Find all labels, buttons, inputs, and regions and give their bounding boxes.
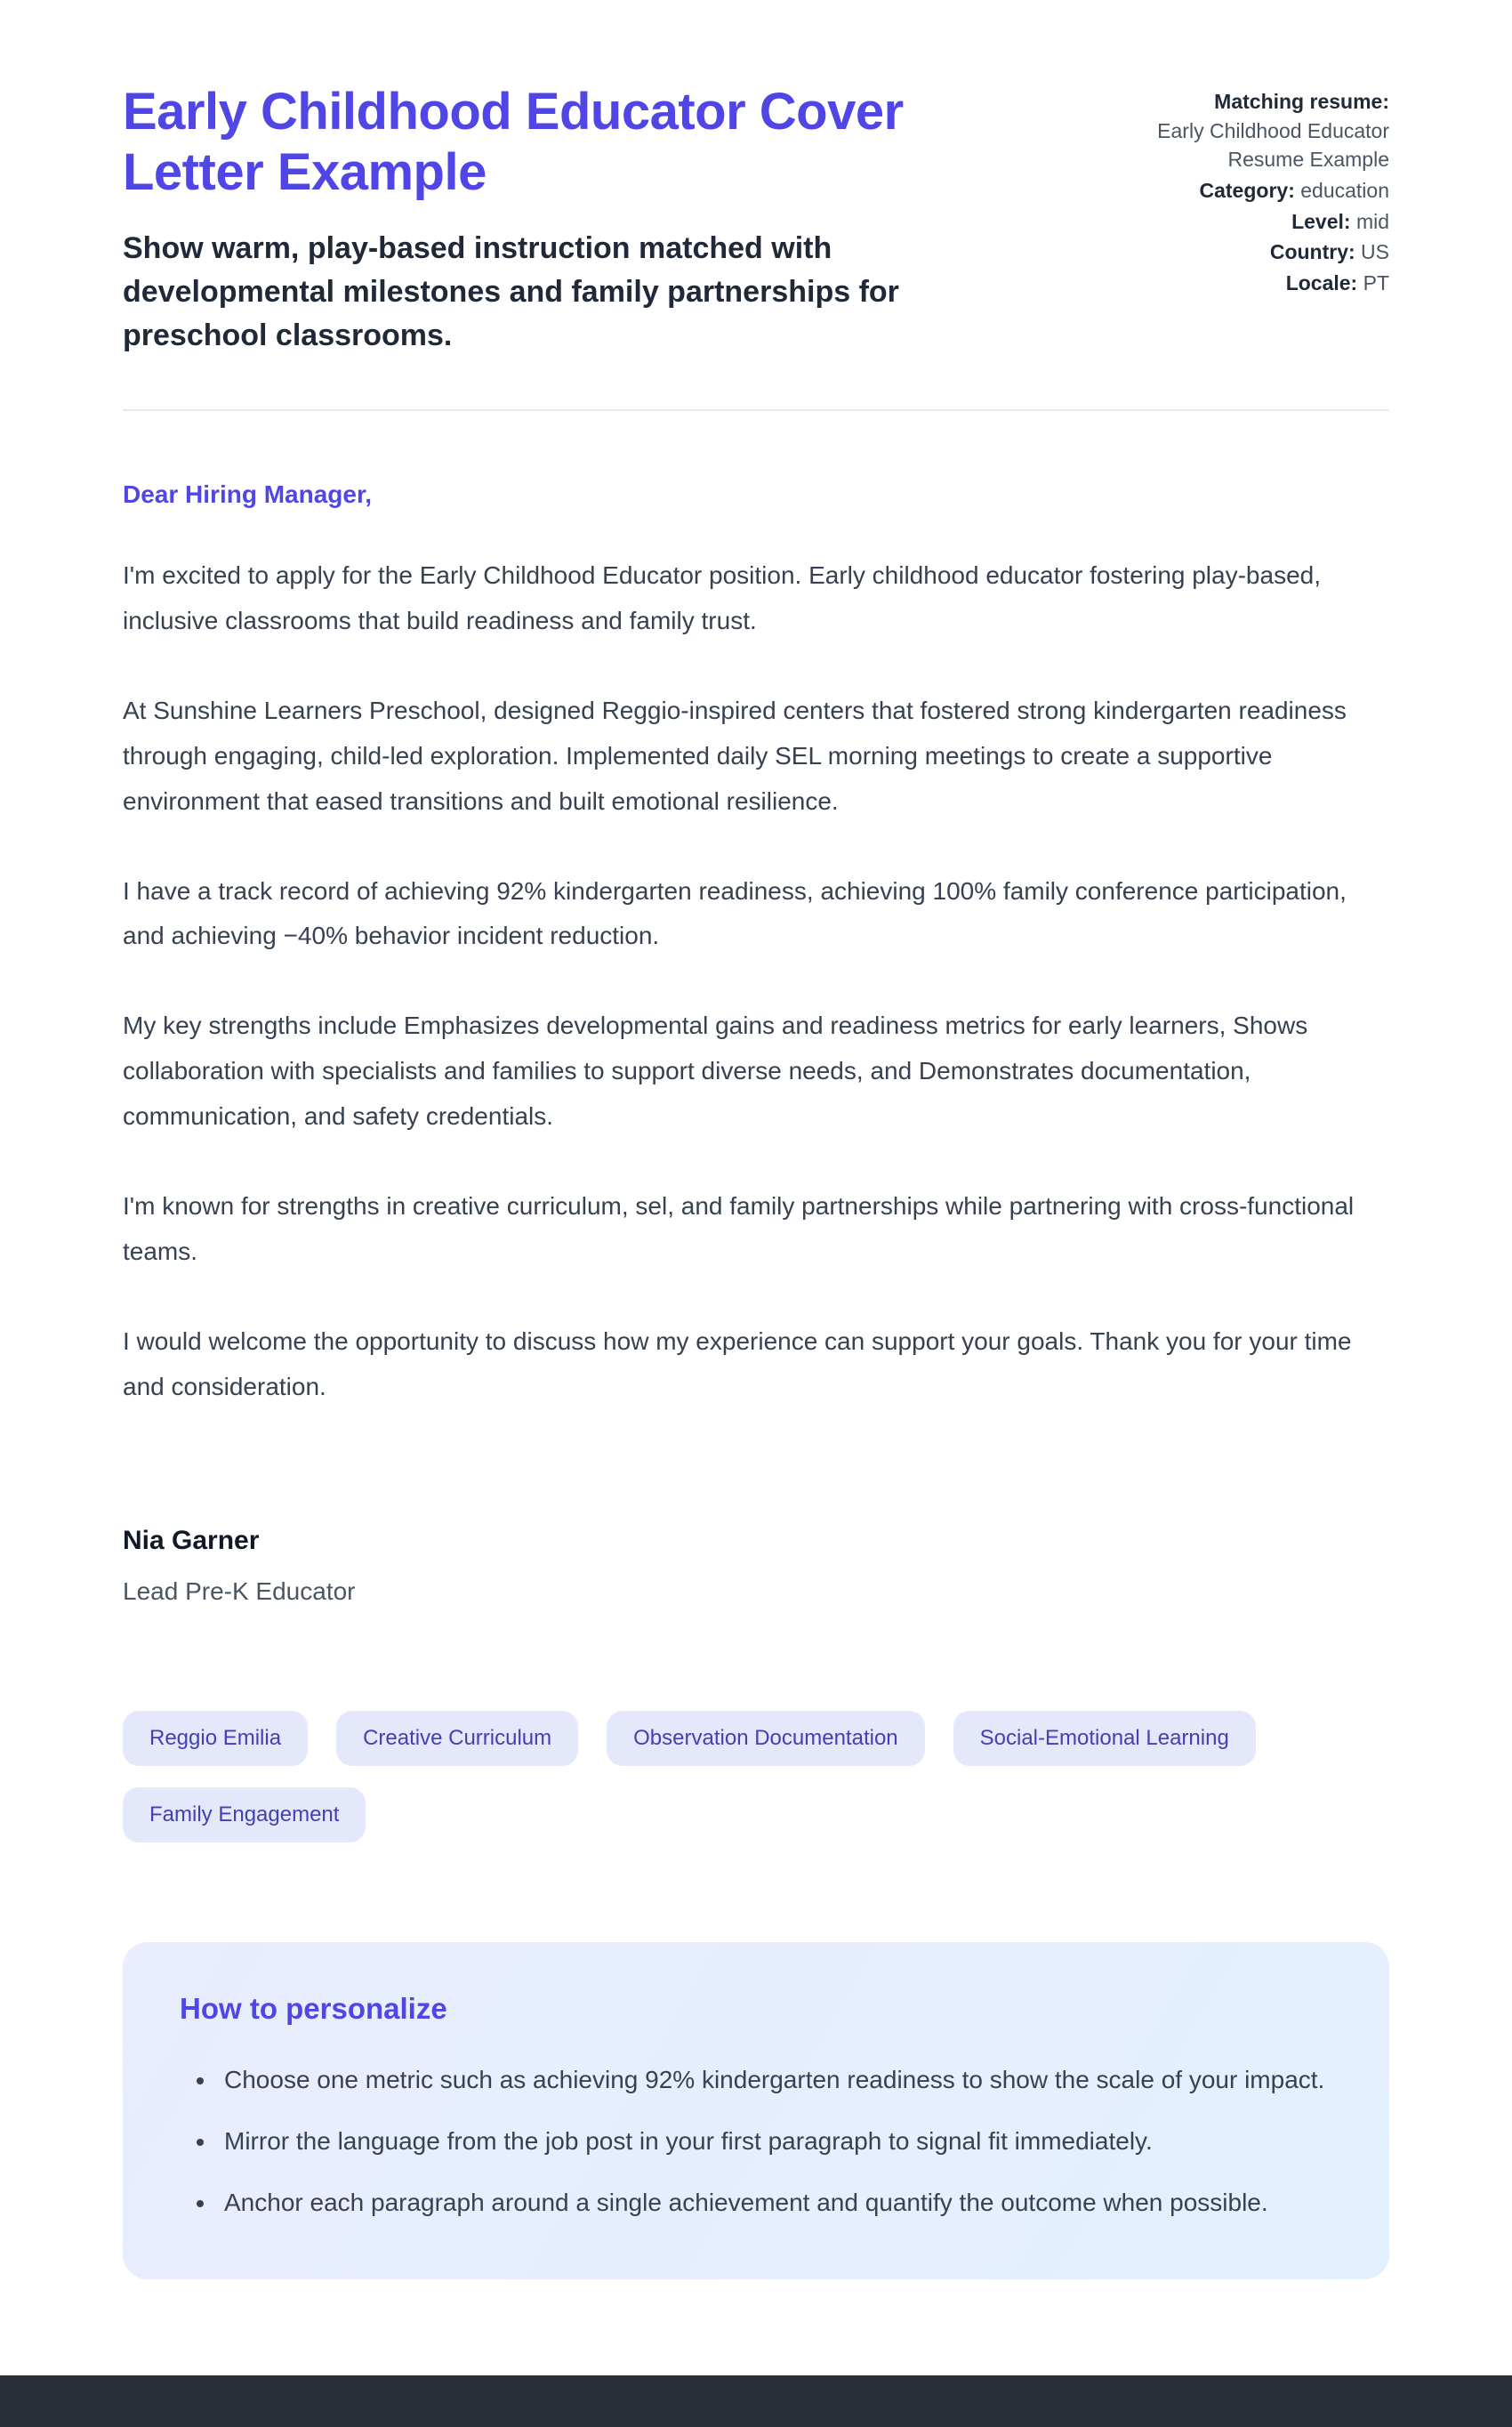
meta-level-value: mid (1355, 209, 1389, 233)
tag-chip[interactable]: Observation Documentation (607, 1711, 925, 1766)
personalize-bullet: • Anchor each paragraph around a single achievement and quantify the outcome when possible. (217, 2181, 1332, 2224)
meta-category-label: Category: (1199, 178, 1295, 202)
meta-locale-value: PT (1363, 270, 1389, 294)
meta-row-country (1096, 238, 1389, 267)
meta-row-level (1096, 207, 1389, 237)
meta-row-category (1096, 176, 1389, 206)
skill-tags (123, 1711, 1389, 1842)
tag-chip[interactable]: Social-Emotional Learning (953, 1711, 1256, 1766)
signature-name: Nia Garner (123, 1526, 260, 1556)
meta-category-value: education (1300, 178, 1389, 202)
header-title-block (123, 82, 1039, 358)
personalize-tips-box (123, 1942, 1389, 2279)
personalize-list (164, 2058, 1332, 2224)
meta-level-label: Level: (1291, 209, 1351, 233)
personalize-title: How to personalize (180, 1992, 447, 2026)
resume-meta-panel (1096, 82, 1389, 300)
personalize-bullet: • Mirror the language from the job post in your first paragraph to signal fit immediately. (217, 2119, 1332, 2163)
page-title: Early Childhood Educator Cover Letter Example (123, 83, 904, 202)
matching-resume-row (1096, 87, 1389, 174)
content-container (123, 0, 1389, 2375)
letter-paragraph: I'm excited to apply for the Early Childhood Educator position. Early childhood educator fostering play-based, inclusive classrooms that build readiness and family trust. (123, 560, 1321, 634)
letter-paragraph: I would welcome the opportunity to discuss how my experience can support your goals. Thank you for your time and consideration. (123, 1327, 1352, 1401)
tag-chip[interactable]: Reggio Emilia (123, 1711, 308, 1766)
personalize-bullet: • Choose one metric such as achieving 92% kindergarten readiness to show the scale of your impact. (217, 2058, 1332, 2101)
meta-locale-label: Locale: (1285, 270, 1358, 294)
letter-paragraph: I have a track record of achieving 92% kindergarten readiness, achieving 100% family conference participation, and achieving −40% behavior incident reduction. (123, 876, 1347, 950)
tag-chip[interactable]: Family Engagement (123, 1787, 366, 1842)
cover-letter-body (123, 480, 1389, 1606)
page-header (123, 82, 1389, 411)
letter-paragraph: At Sunshine Learners Preschool, designed Reggio-inspired centers that fostered strong kindergarten readiness through engaging, child-led exploration. Implemented daily SEL morning meetings to create a supportive environment that eased transitions and built emotional resilience. (123, 696, 1347, 815)
signature-role: Lead Pre-K Educator (123, 1577, 356, 1606)
meta-row-locale (1096, 269, 1389, 298)
matching-resume-value: Early Childhood Educator Resume Example (1157, 118, 1389, 172)
meta-country-value: US (1361, 240, 1389, 264)
letter-greeting: Dear Hiring Manager, (123, 480, 373, 508)
matching-resume-label: Matching resume: (1214, 90, 1389, 113)
meta-country-label: Country: (1269, 240, 1355, 264)
page-subtitle: Show warm, play-based instruction matched with developmental milestones and family partnerships for preschool classrooms. (123, 230, 899, 352)
letter-paragraph: I'm known for strengths in creative curriculum, sel, and family partnerships while partnering with cross-functional teams. (123, 1192, 1355, 1266)
signature-block (123, 1526, 1389, 1606)
tag-chip[interactable]: Creative Curriculum (336, 1711, 578, 1766)
letter-paragraph: My key strengths include Emphasizes developmental gains and readiness metrics for early learners, Shows collaboration with specialists and families to support diverse needs, and Demonstrates documentation, communication, and safety credentials. (123, 1012, 1308, 1131)
page-footer (0, 2375, 1512, 2427)
